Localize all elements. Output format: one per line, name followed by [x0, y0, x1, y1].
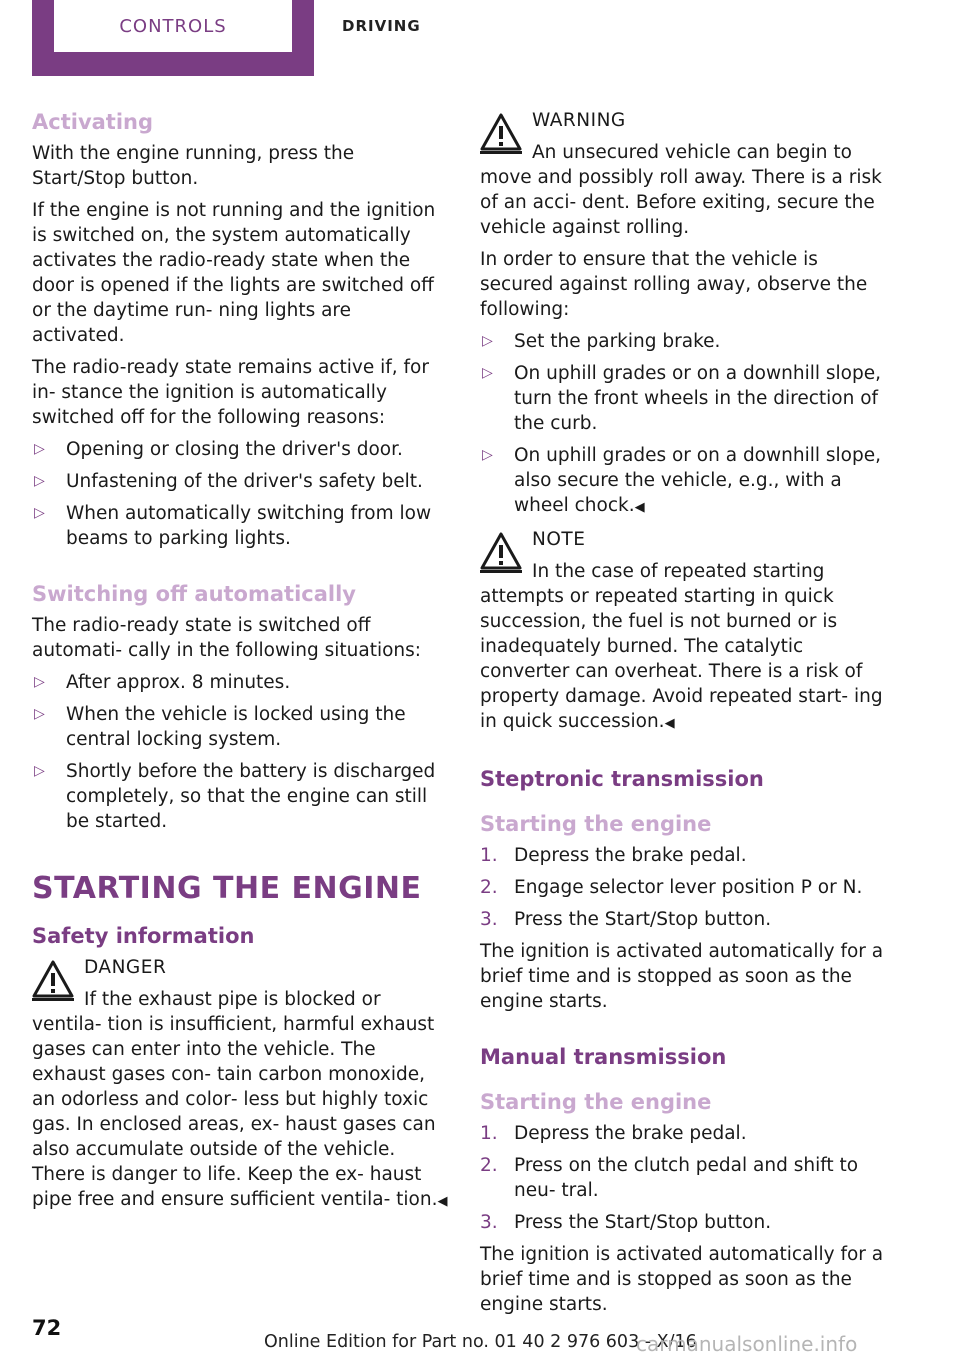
spacer: [480, 1021, 896, 1043]
list-item: 3. Press the Start/Stop button.: [480, 909, 772, 930]
tab-driving[interactable]: DRIVING: [342, 17, 421, 35]
note-label: NOTE: [532, 529, 586, 550]
secure-list: [480, 329, 896, 520]
list-item: ▷ On uphill grades or on a downhill slope, turn the front wheels in the direction of the curb.: [482, 363, 881, 434]
list-item: ▷ Shortly before the battery is discharged completely, so that the engine can still be started.: [34, 761, 436, 832]
heading-switching-off: Switching off automatically: [32, 582, 356, 606]
heading-starting-engine: STARTING THE ENGINE: [32, 871, 422, 906]
spacer: [32, 558, 448, 580]
header-tabs: [32, 0, 472, 76]
heading-manual-transmission: Manual transmission: [480, 1045, 727, 1069]
paragraph: If the engine is not running and the ignition is switched on, the system automatically activates the radio-ready state when the door is opened if the lights are switched off or the daytime run‐ ning lights are activated.: [32, 200, 436, 346]
triangle-bullet-icon: ▷: [482, 365, 493, 381]
danger-text: If the exhaust pipe is blocked or ventila‐ tion is insufficient, harmful exhaust gases can enter into the vehicle. The exhaust gases con‐ tain carbon monoxide, an odorless and color‐ less but highly toxic gas. In enclosed areas, ex‐ haust gases can also accumulate outside of the vehicle. There is danger to life. Keep the ex‐ haust pipe free and ensure sufficient ventila‐ tion.: [32, 989, 438, 1210]
heading-activating: Activating: [32, 110, 154, 134]
end-mark-icon: ◀: [664, 716, 675, 731]
list-item: 2. Press on the clutch pedal and shift to neu‐ tral.: [480, 1155, 859, 1201]
note-notice: [480, 527, 896, 736]
danger-label: DANGER: [84, 957, 167, 978]
triangle-bullet-icon: ▷: [482, 447, 493, 463]
warning-notice: [480, 108, 896, 240]
manual-steps: [480, 1121, 896, 1235]
paragraph: In order to ensure that the vehicle is secured against rolling away, observe the following:: [480, 249, 868, 320]
list-item: ▷ On uphill grades or on a downhill slope, also secure the vehicle, e.g., with a wheel chock.◀: [482, 445, 881, 516]
heading-starting-engine-steptronic: Starting the engine: [480, 812, 712, 836]
spacer: [480, 1076, 896, 1088]
triangle-bullet-icon: ▷: [34, 706, 45, 722]
edition-footer: Online Edition for Part no. 01 40 2 976 603 - X/16: [264, 1332, 697, 1352]
spacer: [480, 743, 896, 765]
triangle-bullet-icon: ▷: [34, 441, 45, 457]
tab-controls[interactable]: [32, 0, 314, 76]
list-item: 3. Press the Start/Stop button.: [480, 1212, 772, 1233]
list-item: ▷ Set the parking brake.: [482, 331, 721, 352]
triangle-bullet-icon: ▷: [34, 505, 45, 521]
warning-triangle-icon: [480, 531, 522, 573]
paragraph: With the engine running, press the Start/Stop button.: [32, 143, 355, 189]
triangle-bullet-icon: ▷: [482, 333, 493, 349]
reasons-list: [32, 437, 448, 551]
paragraph: The radio-ready state is switched off automati‐ cally in the following situations:: [32, 615, 421, 661]
danger-notice: [32, 955, 448, 1214]
list-item: ▷ When automatically switching from low beams to parking lights.: [34, 503, 432, 549]
note-text: In the case of repeated starting attempts or repeated starting in quick succession, the fuel is not burned or is inadequately burned. The catalytic converter can overheat. There is a risk of property damage. Avoid repeated start‐ ing in quick succession.: [480, 561, 883, 732]
left-column: [32, 108, 448, 1221]
right-column: [480, 108, 896, 1324]
list-item: 1. Depress the brake pedal.: [480, 1123, 747, 1144]
list-item: 1. Depress the brake pedal.: [480, 845, 747, 866]
list-item: ▷ Opening or closing the driver's door.: [34, 439, 403, 460]
spacer: [480, 798, 896, 810]
paragraph: The ignition is activated automatically for a brief time and is stopped as soon as the engine starts.: [480, 1244, 884, 1315]
heading-starting-engine-manual: Starting the engine: [480, 1090, 712, 1114]
warning-label: WARNING: [532, 110, 626, 131]
paragraph: The ignition is activated automatically for a brief time and is stopped as soon as the engine starts.: [480, 941, 884, 1012]
warning-triangle-icon: [32, 959, 74, 1001]
list-item: 2. Engage selector lever position P or N.: [480, 877, 863, 898]
warning-triangle-icon: [480, 112, 522, 154]
watermark: carmanualsonline.info: [636, 1332, 858, 1356]
page-number: 72: [32, 1316, 62, 1340]
list-item: ▷ Unfastening of the driver's safety belt.: [34, 471, 423, 492]
paragraph: The radio-ready state remains active if, for in‐ stance the ignition is automatically switched off for the following reasons:: [32, 357, 429, 428]
triangle-bullet-icon: ▷: [34, 473, 45, 489]
warning-text: An unsecured vehicle can begin to move and possibly roll away. There is a risk of an acci‐ dent. Before exiting, secure the vehicle against rolling.: [480, 142, 882, 238]
end-mark-icon: ◀: [634, 500, 645, 515]
tab-controls-label: CONTROLS: [54, 0, 292, 52]
list-item: ▷ When the vehicle is locked using the central locking system.: [34, 704, 406, 750]
triangle-bullet-icon: ▷: [34, 674, 45, 690]
end-mark-icon: ◀: [437, 1194, 448, 1209]
steptronic-steps: [480, 843, 896, 932]
situations-list: [32, 670, 448, 834]
list-item: ▷ After approx. 8 minutes.: [34, 672, 291, 693]
triangle-bullet-icon: ▷: [34, 763, 45, 779]
heading-steptronic: Steptronic transmission: [480, 767, 764, 791]
heading-safety-information: Safety information: [32, 924, 255, 948]
